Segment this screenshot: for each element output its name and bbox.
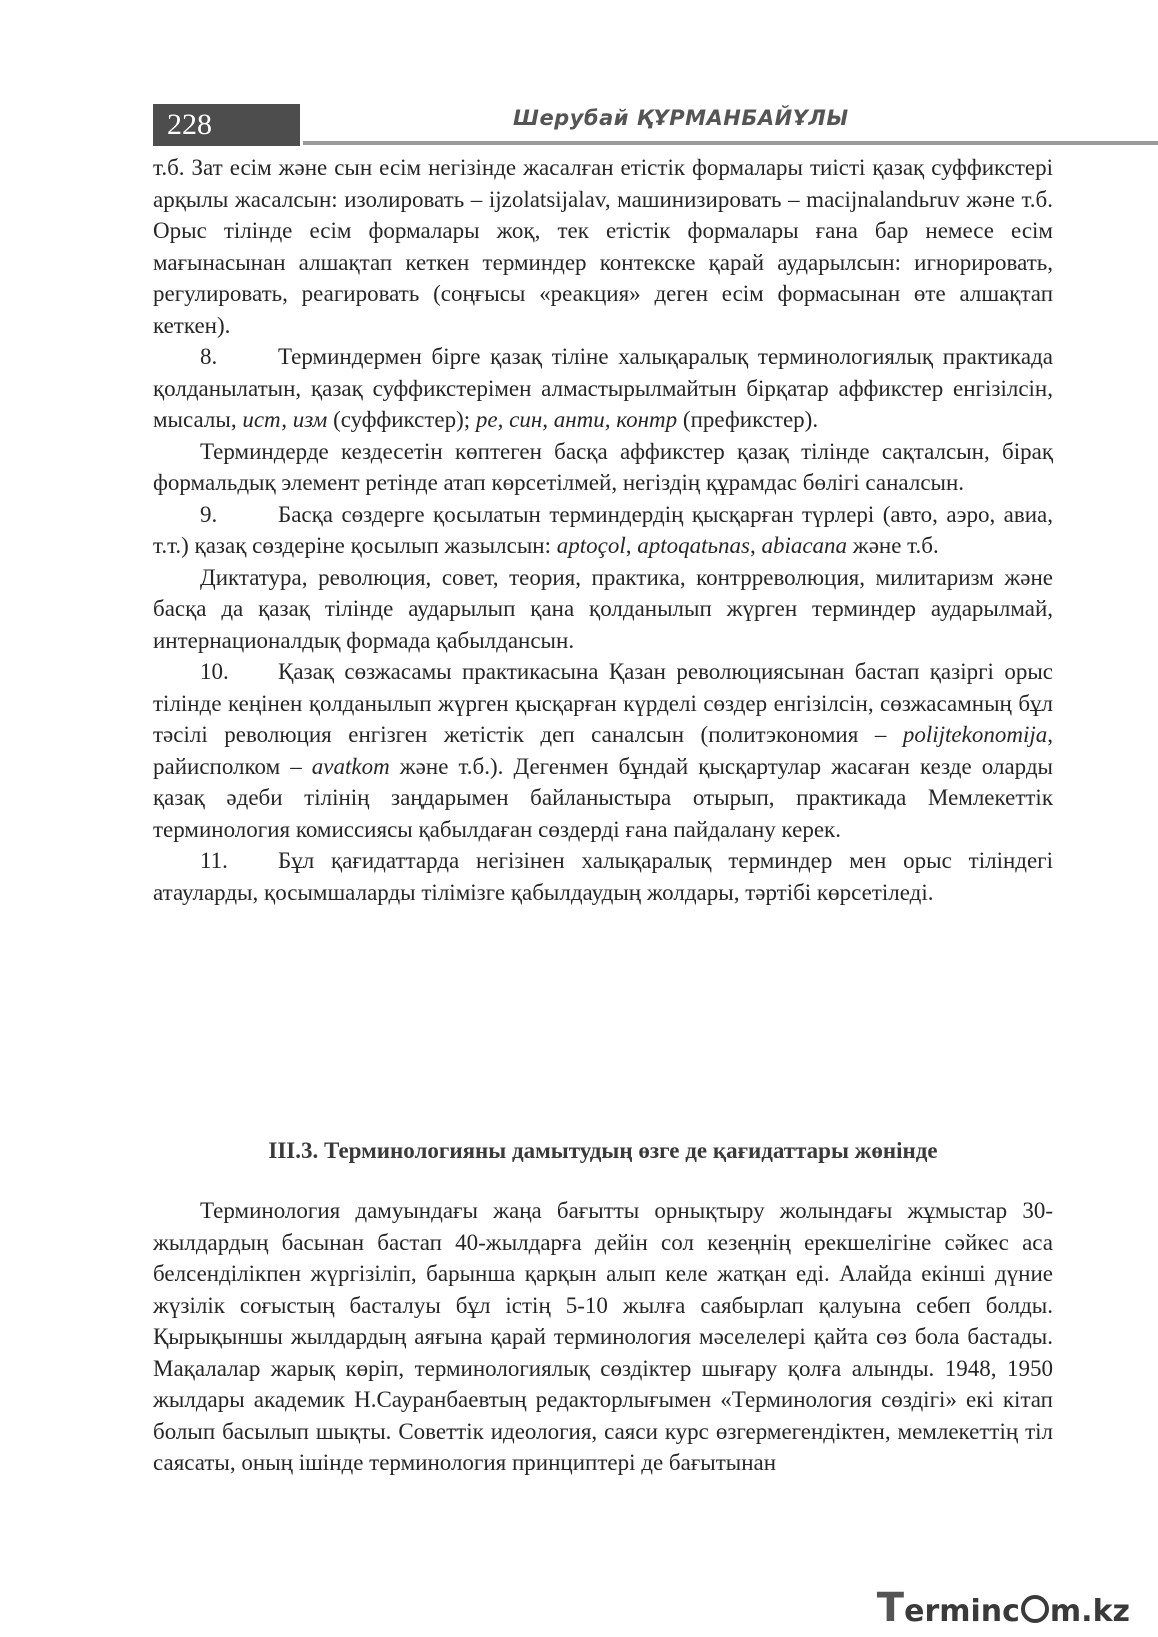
list-item-10 (153, 656, 1053, 845)
page-header (153, 104, 1053, 146)
item-italic: ист, изм (242, 407, 328, 432)
paragraph: Диктатура, революция, совет, теория, практика, контрреволюция, милитаризм және басқа да қазақ тілінде аударылып қана қолданылып жүрген терминдер аударылмай, интернационалдық формада қабылдансын. (153, 564, 1053, 653)
logo-text: erminc (904, 1594, 1020, 1629)
running-head-author: Шерубай ҚҰРМАНБАЙҰЛЫ (513, 106, 849, 130)
page-number: 228 (153, 104, 300, 146)
item-text: және т.б. (847, 533, 939, 558)
item-italic: polijtekonomija (902, 722, 1048, 747)
item-text: (префикстер). (677, 407, 819, 432)
list-item-8 (153, 341, 1053, 436)
item-text: Бұл қағидаттарда негізінен халықаралық терминдер мен орыс тіліндегі атауларды, қосымшаларды тілімізге қабылдаудың жолдары, тәртібі көрсетіледі. (153, 848, 1053, 905)
item-number: 10. (200, 659, 229, 684)
item-text: (суффикстер); (327, 407, 476, 432)
item-italic: aptoqatьnas (637, 533, 750, 558)
item-text: Қазақ сөзжасамы практикасына Қазан революциясынан бастап қазіргі орыс тілінде кеңінен қолданылып жүрген қысқарған күрделі сөздер енгізілсін, сөзжасамның бұл тәсілі революция енгізген жетістік деп саналсын (политэкономия – (153, 659, 1053, 747)
section-heading: III.3. Терминологияны дамытудың өзге де қағидаттары жөнінде (268, 1138, 938, 1163)
list-item-11 (153, 845, 1053, 908)
logo-letter: T (876, 1585, 905, 1631)
paragraph: Терминдерде кездесетін көптеген басқа аффикстер қазақ тілінде сақталсын, бірақ формальдық элемент ретінде атап көрсетілмей, негіздің құрамдас бөлігі саналсын. (153, 438, 1053, 495)
item-text: , райисполком – (153, 722, 1053, 779)
logo-text: m.kz (1049, 1594, 1130, 1629)
body-text-top (153, 152, 1053, 908)
item-italic: ре, син, анти, контр (475, 407, 678, 432)
item-number: 11. (200, 848, 228, 873)
termincom-watermark-logo (877, 1585, 1130, 1631)
paragraph: т.б. Зат есім және сын есім негізінде жасалған етістік формалары тиісті қазақ суффикстері арқылы жасалсын: изолировать – ijzolatsijalav, машинизировать – macijnalandьruv және т.б. Орыс тілінде есім формалары жоқ, тек етістік формалары ғана бар немесе есім мағынасынан алшақтап кеткен терминдер контекске қарай аударылсын: игнорировать, регулировать, реагировать (соңғысы «реакция» деген есім формасынан өте алшақтап кеткен). (153, 155, 1053, 338)
item-italic: abiacana (761, 533, 848, 558)
item-text: Терминдермен бірге қазақ тіліне халықаралық терминологиялық практикада қолданылатын, қазақ суффикстерімен алмастырылмайтын бірқатар аффикстер енгізілсін, мысалы, (153, 344, 1053, 432)
item-italic: aptoçol (556, 533, 626, 558)
list-item-9 (153, 499, 1053, 562)
item-text: , (749, 533, 762, 558)
item-number: 9. (200, 501, 218, 527)
item-number: 8. (200, 344, 218, 369)
item-text: Басқа сөздерге қосылатын терминдердің қысқарған түрлері (авто, аэро, авиа, т.т.) қазақ сөздеріне қосылып жазылсын: (153, 501, 1053, 558)
item-italic: avatkom (311, 753, 390, 779)
body-text-bottom (153, 1195, 1053, 1479)
item-text: және т.б.). Дегенмен бұндай қысқартулар жасаған кезде оларды қазақ әдеби тілінің заңдарымен байланыстыра отырып, практикада Мемлекеттік терминология комиссиясы қабылдаған сөздерді ғана пайдалану керек. (153, 753, 1054, 842)
header-rule (303, 141, 1158, 145)
item-text: , (625, 533, 638, 558)
paragraph: Терминология дамуындағы жаңа бағытты орнықтыру жолындағы жұмыстар 30-жылдардың басынан бастап 40-жылдарға дейін сол кезеңнің ерекшелігіне сәйкес аса белсенділікпен жүргізіліп, барынша қарқын алып келе жатқан еді. Алайда екінші дүние жүзілік соғыстың басталуы бұл істің 5-10 жылға саябырлап қалуына себеп болды. Қырықыншы жылдардың аяғына қарай терминология мәселелері қайта сөз бола бастады. Мақалалар жарық көріп, терминологиялық сөздіктер шығару қолға алынды. 1948, 1950 жылдары академик Н.Сауранбаевтың редакторлығымен «Терминология сөздігі» екі кітап болып басылып шықты. Советтік идеология, саяси курс өзгермегендіктен, мемлекеттің тіл саясаты, оның ішінде терминология принциптері де бағытынан (153, 1198, 1053, 1475)
logo-circle-icon (1021, 1595, 1049, 1623)
